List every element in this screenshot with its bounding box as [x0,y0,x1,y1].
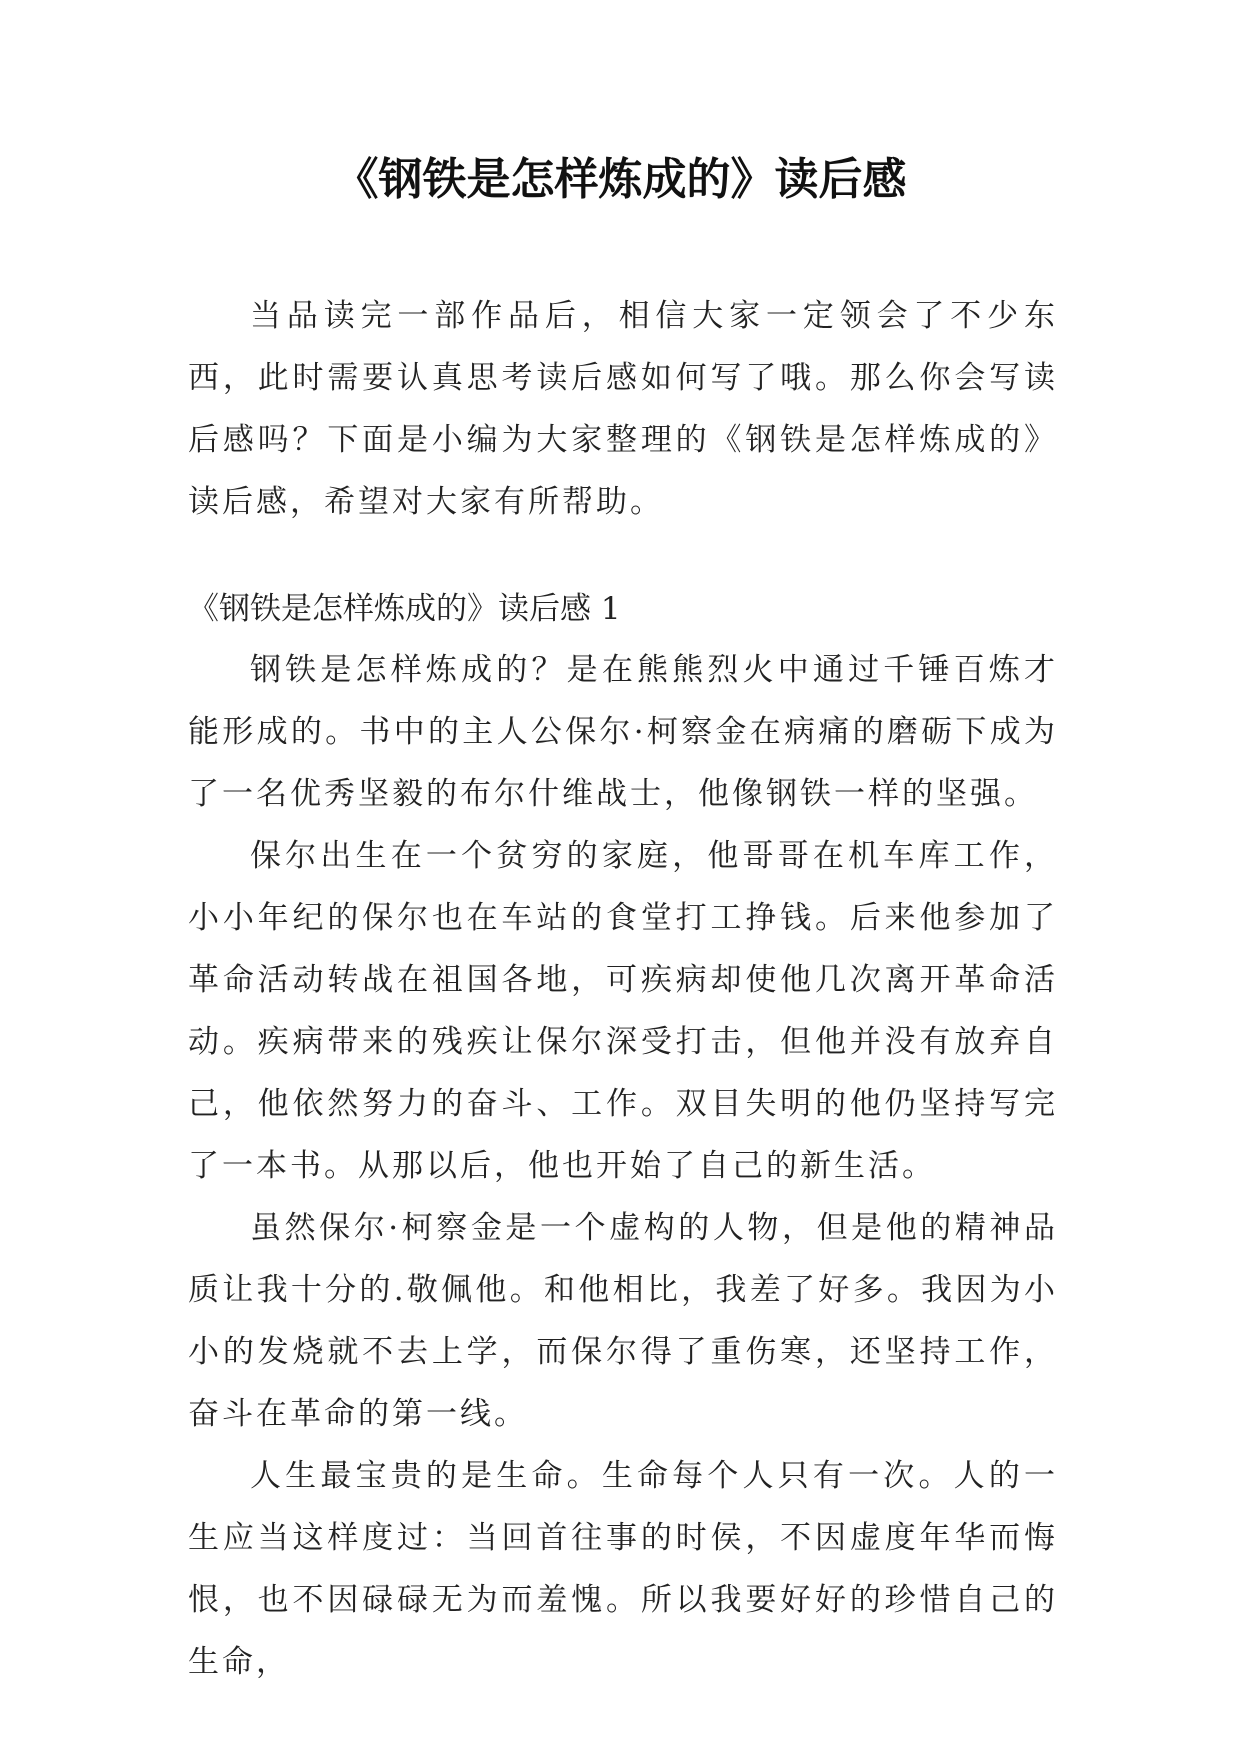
document-title: 《钢铁是怎样炼成的》读后感 [334,154,907,205]
body-paragraph-2: 保尔出生在一个贫穷的家庭，他哥哥在机车库工作，小小年纪的保尔也在车站的食堂打工挣钱。后来他参加了革命活动转战在祖国各地，可疾病却使他几次离开革命活动。疾病带来的残疾让保尔深受打击，但他并没有放弃自己，他依然努力的奋斗、工作。双目失明的他仍坚持写完了一本书。从那以后，他也开始了自己的新生活。 [188,838,1058,1184]
body-paragraph-3: 虽然保尔·柯察金是一个虚构的人物，但是他的精神品质让我十分的.敬佩他。和他相比，我差了好多。我因为小小的发烧就不去上学，而保尔得了重伤寒，还坚持工作，奋斗在革命的第一线。 [188,1210,1058,1432]
section-heading: 《钢铁是怎样炼成的》读后感 1 [188,591,621,627]
intro-paragraph: 当品读完一部作品后，相信大家一定领会了不少东西，此时需要认真思考读后感如何写了哦。那么你会写读后感吗？下面是小编为大家整理的《钢铁是怎样炼成的》读后感，希望对大家有所帮助。 [188,298,1058,520]
document-body [188,285,1058,1693]
body-paragraph-1: 钢铁是怎样炼成的？是在熊熊烈火中通过千锤百炼才能形成的。书中的主人公保尔·柯察金在病痛的磨砺下成为了一名优秀坚毅的布尔什维战士，他像钢铁一样的坚强。 [188,652,1058,812]
body-paragraph-4: 人生最宝贵的是生命。生命每个人只有一次。人的一生应当这样度过：当回首往事的时侯，不因虚度年华而悔恨，也不因碌碌无为而羞愧。所以我要好好的珍惜自己的生命， [188,1458,1058,1680]
